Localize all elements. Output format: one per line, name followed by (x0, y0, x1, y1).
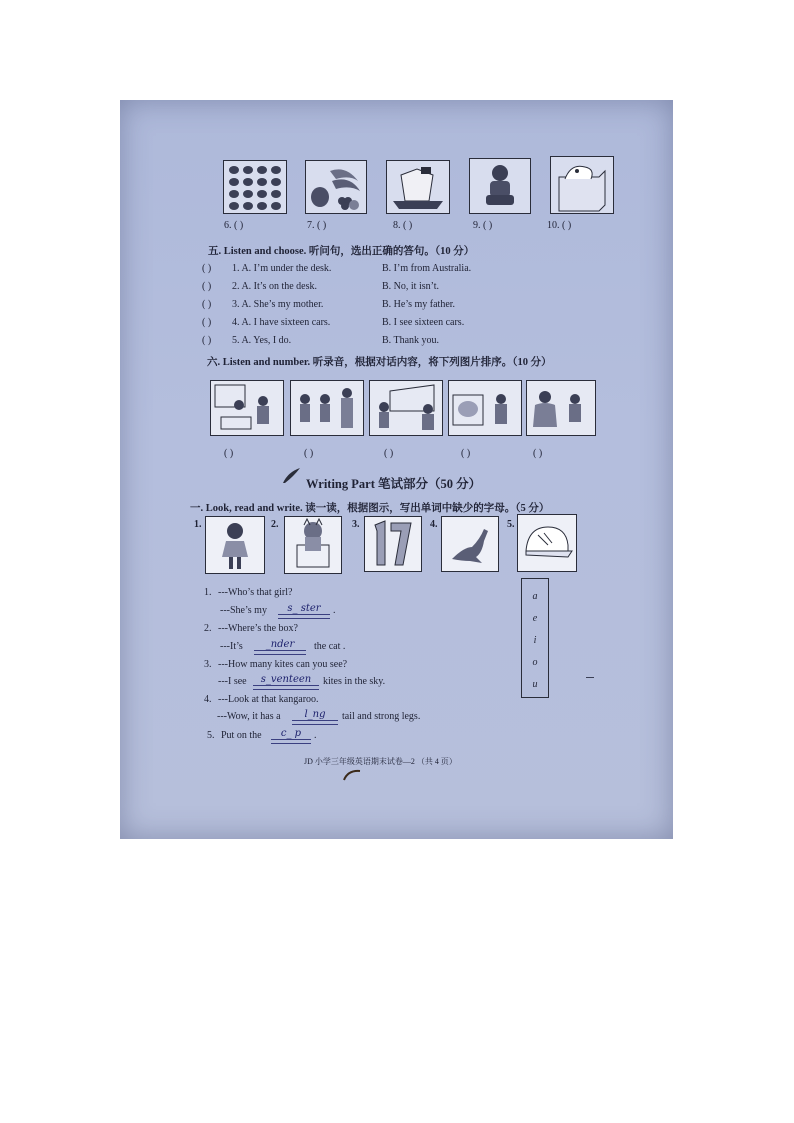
w1-picture-number-5: 5. (507, 519, 515, 530)
s5-bracket-1: ( ) (202, 263, 212, 274)
picture-8-bracket: 8. ( ) (393, 220, 413, 231)
s5-option-b-5: B. Thank you. (382, 335, 440, 346)
w1-q5-question: Put on the (221, 730, 262, 741)
picture-9-boy-sitting (469, 158, 531, 214)
s5-option-b-1: B. I’m from Australia. (382, 263, 472, 274)
s6-picture-5 (526, 380, 596, 436)
s5-option-a-2: 2. A. It’s on the desk. (232, 281, 317, 292)
s6-bracket-5: ( ) (533, 448, 543, 459)
s5-bracket-2: ( ) (202, 281, 212, 292)
picture-7-bracket: 7. ( ) (307, 220, 327, 231)
pen-icon (280, 466, 302, 486)
w1-picture-number-1: 1. (194, 519, 202, 530)
s6-picture-4 (448, 380, 522, 436)
w1-q2-number: 2. (204, 623, 212, 634)
picture-10-bracket: 10. ( ) (547, 220, 572, 231)
w1-q3-underline-2 (253, 689, 319, 690)
w1-q5-answer-suffix: . (314, 730, 317, 741)
w1-picture-number-seventeen (364, 516, 422, 572)
s5-option-b-4: B. I see sixteen cars. (382, 317, 465, 328)
exam-page-photo (120, 100, 673, 839)
s6-picture-2 (290, 380, 364, 436)
w1-q5-handwritten-answer: c_ p (271, 728, 311, 740)
w1-q4-handwritten-answer: l_ng (292, 709, 338, 721)
w1-picture-cap (517, 514, 577, 572)
vowel-u: u (532, 679, 538, 690)
vowel-a: a (532, 591, 538, 602)
w1-q2-question: ---Where’s the box? (218, 623, 298, 634)
w1-q3-answer-suffix: kites in the sky. (323, 676, 386, 687)
vowel-e: e (532, 613, 538, 624)
s6-bracket-1: ( ) (224, 448, 234, 459)
ink-mark (342, 768, 362, 782)
w1-picture-number-4: 4. (430, 519, 438, 530)
s5-option-a-5: 5. A. Yes, I do. (232, 335, 292, 346)
w1-q2-answer-prefix: ---It’s (220, 641, 243, 652)
w1-q2-answer-suffix: the cat . (314, 641, 346, 652)
w1-q4-underline-2 (292, 724, 338, 725)
w1-q1-number: 1. (204, 587, 212, 598)
w1-q1-underline-2 (278, 618, 330, 619)
s6-picture-3 (369, 380, 443, 436)
section5-title: 五. Listen and choose. 听问句，选出正确的答句。（10 分） (208, 246, 475, 257)
w1-q2-underline-2 (254, 654, 306, 655)
s6-bracket-3: ( ) (384, 448, 394, 459)
w1-picture-cat-on-box (284, 516, 342, 574)
w1-q1-question: ---Who’s that girl? (218, 587, 293, 598)
w1-q1-handwritten-answer: s_ ster (278, 603, 330, 615)
w1-q2-handwritten-answer: _nder (254, 639, 306, 651)
w1-q3-handwritten-answer: s_venteen (253, 674, 319, 686)
s5-option-b-3: B. He’s my father. (382, 299, 456, 310)
s5-bracket-4: ( ) (202, 317, 212, 328)
w1-picture-number-3: 3. (352, 519, 360, 530)
picture-7-fruit (305, 160, 367, 214)
writing1-title: 一. Look, read and write. 读一读，根据图示，写出单词中缺少的字母。（5 分） (190, 503, 550, 514)
w1-q3-question: ---How many kites can you see? (218, 659, 348, 670)
w1-q3-answer-prefix: ---I see (218, 676, 247, 687)
w1-q1-answer-prefix: ---She’s my (220, 605, 267, 616)
vowel-o: o (532, 657, 538, 668)
picture-10-dog-in-box (550, 156, 614, 214)
picture-6-lanterns (223, 160, 287, 214)
w1-picture-kangaroo (441, 516, 499, 572)
s5-option-a-1: 1. A. I’m under the desk. (232, 263, 332, 274)
page-footer: JD 小学三年级英语期末试卷—2 （共 4 页） (304, 757, 457, 766)
w1-q5-underline-2 (271, 743, 311, 744)
s5-option-a-4: 4. A. I have sixteen cars. (232, 317, 331, 328)
w1-q5-number: 5. (207, 730, 215, 741)
s5-bracket-3: ( ) (202, 299, 212, 310)
s6-bracket-4: ( ) (461, 448, 471, 459)
s5-option-a-3: 3. A. She’s my mother. (232, 299, 324, 310)
s5-bracket-5: ( ) (202, 335, 212, 346)
w1-q1-answer-suffix: . (333, 605, 336, 616)
s6-bracket-2: ( ) (304, 448, 314, 459)
s5-option-b-2: B. No, it isn’t. (382, 281, 440, 292)
vowel-i: i (533, 635, 537, 646)
w1-q3-number: 3. (204, 659, 212, 670)
picture-9-bracket: 9. ( ) (473, 220, 493, 231)
stray-mark (586, 677, 594, 678)
w1-q4-answer-prefix: ---Wow, it has a (217, 711, 281, 722)
w1-picture-girl (205, 516, 265, 574)
w1-q4-question: ---Look at that kangaroo. (218, 694, 319, 705)
section6-title: 六. Listen and number. 听录音，根据对话内容，将下列图片排序。（10 分） (207, 357, 552, 368)
s6-picture-1 (210, 380, 284, 436)
w1-q4-answer-suffix: tail and strong legs. (342, 711, 421, 722)
w1-picture-number-2: 2. (271, 519, 279, 530)
picture-6-bracket: 6. ( ) (224, 220, 244, 231)
vowel-letter-box (521, 578, 549, 698)
w1-q4-number: 4. (204, 694, 212, 705)
picture-8-boat (386, 160, 450, 214)
writing-part-title: Writing Part 笔试部分（50 分） (306, 477, 482, 491)
